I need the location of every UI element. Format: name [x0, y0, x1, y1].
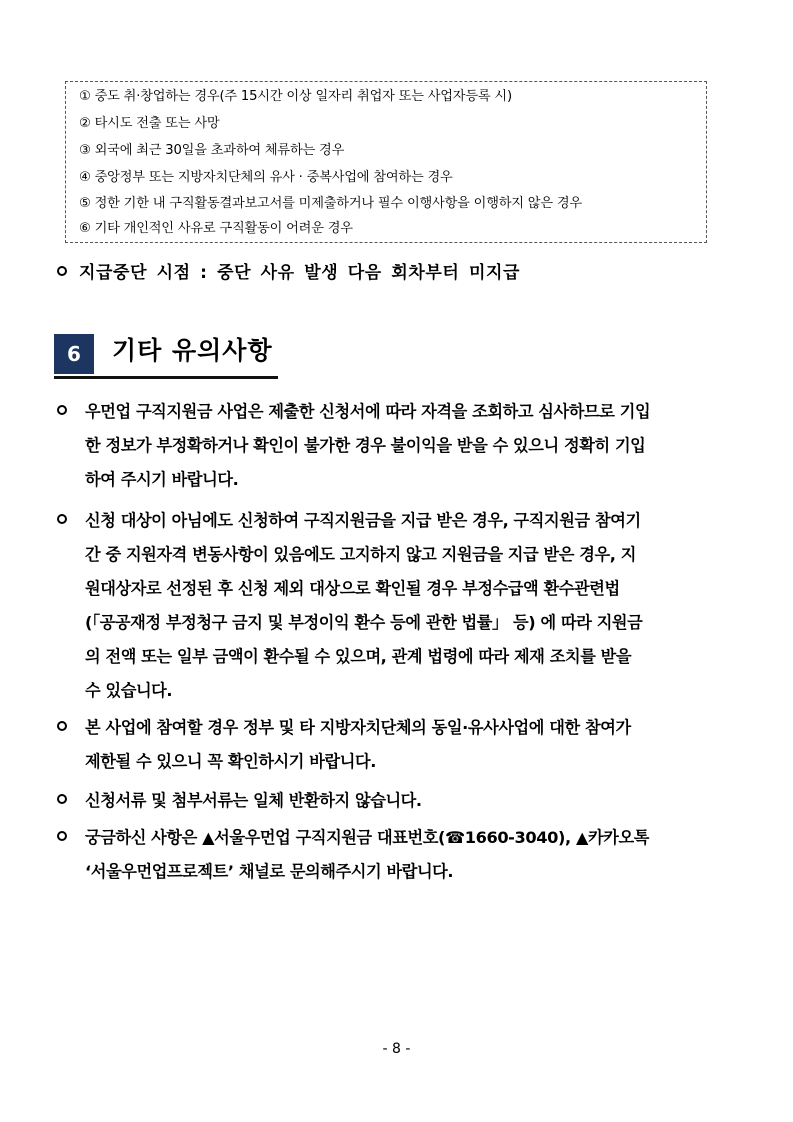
section-number: 6: [54, 334, 94, 374]
circle-bullet-icon: [57, 721, 67, 731]
reason-item: ⑤ 정한 기한 내 구직활동결과보고서를 미제출하거나 필수 이행사항을 이행하지 않은 경우: [79, 196, 582, 211]
note-line: ‘서울우먼업프로젝트’ 채널로 문의해주시기 바랍니다.: [85, 862, 454, 881]
note-line: 한 정보가 부정확하거나 확인이 불가한 경우 불이익을 받을 수 있으니 정확히 기입: [85, 436, 646, 455]
note-line: 간 중 지원자격 변동사항이 있음에도 고지하지 않고 지원금을 지급 받은 경우, 지: [85, 545, 636, 564]
circle-bullet-icon: [57, 794, 67, 804]
note-line: 수 있습니다.: [85, 681, 173, 700]
stop-timing-text: 지급중단 시점 : 중단 사유 발생 다음 회차부터 미지급: [79, 263, 521, 283]
note-line: 제한될 수 있으니 꼭 확인하시기 바랍니다.: [85, 752, 376, 771]
circle-bullet-icon: [57, 266, 67, 276]
reason-item: ④ 중앙정부 또는 지방자치단체의 유사 · 중복사업에 참여하는 경우: [79, 170, 453, 185]
reason-item: ③ 외국에 최근 30일을 초과하여 체류하는 경우: [79, 143, 345, 158]
note-line: 우먼업 구직지원금 사업은 제출한 신청서에 따라 자격을 조회하고 심사하므로 기입: [85, 402, 651, 421]
circle-bullet-icon: [57, 405, 67, 415]
reason-item: ② 타시도 전출 또는 사망: [79, 116, 220, 131]
note-line: 본 사업에 참여할 경우 정부 및 타 지방자치단체의 동일·유사사업에 대한 참여가: [85, 718, 631, 737]
reason-item: ⑥ 기타 개인적인 사유로 구직활동이 어려운 경우: [79, 221, 353, 236]
circle-bullet-icon: [57, 831, 67, 841]
note-line: (「공공재정 부정청구 금지 및 부정이익 환수 등에 관한 법률」 등) 에 따라 지원금: [85, 613, 643, 632]
note-line: 신청 대상이 아님에도 신청하여 구직지원금을 지급 받은 경우, 구직지원금 참여기: [85, 511, 641, 530]
note-line: 의 전액 또는 일부 금액이 환수될 수 있으며, 관계 법령에 따라 제재 조치를 받을: [85, 647, 632, 666]
reason-item: ① 중도 취·창업하는 경우(주 15시간 이상 일자리 취업자 또는 사업자등록 시): [79, 89, 512, 104]
suspension-reasons-box: [65, 81, 707, 243]
section-underline: [54, 376, 278, 379]
section-title: 기타 유의사항: [112, 336, 273, 365]
page-number: - 8 -: [382, 1041, 411, 1057]
circle-bullet-icon: [57, 514, 67, 524]
note-line: 궁금하신 사항은 ▲서울우먼업 구직지원금 대표번호(☎1660-3040), ▲카카오톡: [85, 828, 649, 847]
stop-timing-line: [57, 258, 520, 283]
note-line: 신청서류 및 첨부서류는 일체 반환하지 않습니다.: [85, 791, 422, 810]
note-line: 원대상자로 선정된 후 신청 제외 대상으로 확인될 경우 부정수급액 환수관련법: [85, 579, 620, 598]
note-line: 하여 주시기 바랍니다.: [85, 470, 239, 489]
